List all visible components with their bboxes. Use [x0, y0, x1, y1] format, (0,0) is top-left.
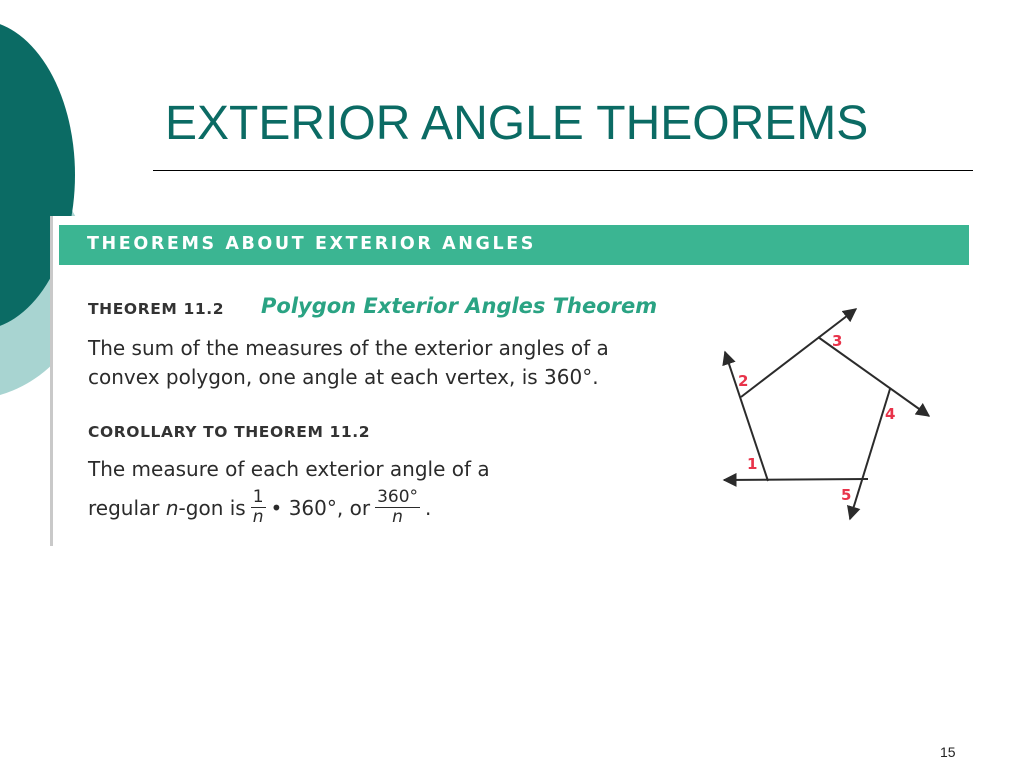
- angle-label-3: 3: [832, 332, 843, 350]
- corollary-times: • 360°, or: [270, 495, 371, 520]
- fraction-1-numerator: 1: [252, 487, 264, 507]
- theorem-line-2: convex polygon, one angle at each vertex, is 360°.: [88, 365, 599, 389]
- corollary-line-1: The measure of each exterior angle of a: [88, 457, 490, 481]
- page-number: 15: [940, 744, 956, 760]
- angle-label-2: 2: [738, 372, 749, 390]
- fraction-2-denominator: n: [392, 507, 403, 527]
- angle-label-5: 5: [841, 486, 852, 504]
- corollary-prefix: regular: [88, 495, 166, 520]
- section-banner: [59, 225, 969, 265]
- slide-title: EXTERIOR ANGLE THEOREMS: [165, 97, 869, 150]
- theorem-statement: [88, 334, 609, 392]
- corollary-n: n: [165, 495, 179, 520]
- angle-label-1: 1: [747, 455, 758, 473]
- ray-side-c: [741, 309, 856, 397]
- corollary-end: .: [425, 495, 432, 520]
- theorem-line-1: The sum of the measures of the exterior angles of a: [88, 336, 609, 360]
- fraction-2-numerator: 360°: [377, 487, 419, 507]
- theorem-label: THEOREM 11.2: [88, 300, 225, 318]
- corollary-label: COROLLARY TO THEOREM 11.2: [88, 423, 371, 441]
- corollary-mid: -gon is: [178, 495, 246, 520]
- fraction-360-over-n: [375, 488, 420, 527]
- angle-label-4: 4: [885, 405, 896, 423]
- fraction-one-over-n: [251, 488, 266, 527]
- corollary-line-2: [88, 488, 431, 527]
- theorem-name: Polygon Exterior Angles Theorem: [261, 294, 658, 318]
- fraction-1-denominator: n: [252, 507, 264, 527]
- title-divider: [153, 170, 973, 171]
- textbook-excerpt: [50, 216, 969, 546]
- banner-heading: THEOREMS ABOUT EXTERIOR ANGLES: [87, 234, 536, 254]
- pentagon-exterior-angles-diagram: [708, 294, 948, 534]
- ray-side-e: [850, 389, 890, 519]
- ray-side-a: [724, 479, 868, 480]
